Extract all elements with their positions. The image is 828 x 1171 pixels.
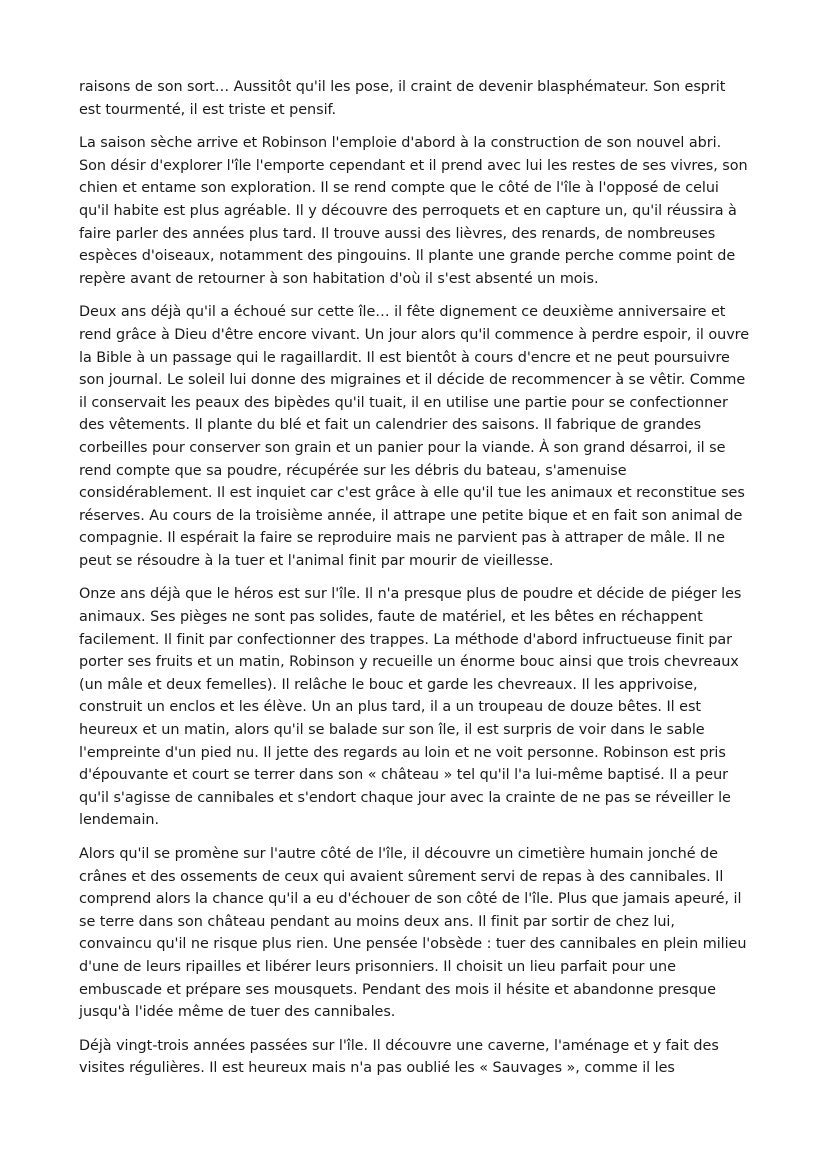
paragraph-5: Alors qu'il se promène sur l'autre côté de l'île, il découvre un cimetière humain jonché de crânes et des ossements de ceux qui avaient sûrement servi de repas à des cannibales. Il comprend alors la chance qu'il a eu d'échouer de son côté de l'île. Plus que jamais apeuré, il se terre dans son château pendant au moins deux ans. Il finit par sortir de chez lui, convaincu qu'il ne risque plus rien. Une pensée l'obsède : tuer des cannibales en plein milieu d'une de leurs ripailles et libérer leurs prisonniers. Il choisit un lieu parfait pour une embuscade et prépare ses mousquets. Pendant des mois il hésite et abandonne presque jusqu'à l'idée même de tuer des cannibales.	[79, 846, 747, 1021]
paragraph-1: raisons de son sort… Aussitôt qu'il les pose, il craint de devenir blasphémateur. Son esprit est tourmenté, il est triste et pensif.	[79, 79, 726, 118]
paragraph-4: Onze ans déjà que le héros est sur l'île. Il n'a presque plus de poudre et décide de piéger les animaux. Ses pièges ne sont pas solides, faute de matériel, et les bêtes en réchappent facilement. Il finit par confectionner des trappes. La méthode d'abord infructueuse finit par porter ses fruits et un matin, Robinson y recueille un énorme bouc ainsi que trois chevreaux (un mâle et deux femelles). Il relâche le bouc et garde les chevreaux. Il les apprivoise, construit un enclos et les élève. Un an plus tard, il a un troupeau de douze bêtes. Il est heureux et un matin, alors qu'il se balade sur son île, il est surpris de voir dans le sable l'empreinte d'un pied nu. Il jette des regards au loin et ne voit personne. Robinson est pris d'épouvante et court se terrer dans son « château » tel qu'il l'a lui-même baptisé. Il a peur qu'il s'agisse de cannibales et s'endort chaque jour avec la crainte de ne pas se réveiller le lendemain.	[79, 586, 742, 829]
paragraph-3: Deux ans déjà qu'il a échoué sur cette île… il fête dignement ce deuxième anniversaire et rend grâce à Dieu d'être encore vivant. Un jour alors qu'il commence à perdre espoir, il ouvre la Bible à un passage qui le ragaillardit. Il est bientôt à cours d'encre et ne peut poursuivre son journal. Le soleil lui donne des migraines et il décide de recommencer à se vêtir. Comme il conservait les peaux des bipèdes qu'il tuait, il en utilise une partie pour se confectionner des vêtements. Il plante du blé et fait un calendrier des saisons. Il fabrique de grandes corbeilles pour conserver son grain et un panier pour la viande. À son grand désarroi, il se rend compte que sa poudre, récupérée sur les débris du bateau, s'amenuise considérablement. Il est inquiet car c'est grâce à elle qu'il tue les animaux et reconstitue ses réserves. Au cours de la troisième année, il attrape une petite bique et en fait son animal de compagnie. Il espérait la faire se reproduire mais ne parvient pas à attraper de mâle. Il ne peut se résoudre à la tuer et l'animal finit par mourir de vieillesse.	[79, 304, 750, 569]
paragraph-6: Déjà vingt-trois années passées sur l'île. Il découvre une caverne, l'aménage et y fait des visites régulières. Il est heureux mais n'a pas oublié les « Sauvages », comme il les	[79, 1037, 719, 1077]
paragraph-2: La saison sèche arrive et Robinson l'emploie d'abord à la construction de son nouvel abri. Son désir d'explorer l'île l'emporte cependant et il prend avec lui les restes de ses vivres, son chien et entame son exploration. Il se rend compte que le côté de l'île à l'opposé de celui qu'il habite est plus agréable. Il y découvre des perroquets et en capture un, qu'il réussira à faire parler des années plus tard. Il trouve aussi des lièvres, des renards, de nombreuses espèces d'oiseaux, notamment des pingouins. Il plante une grande perche comme point de repère avant de retourner à son habitation d'où il s'est absenté un mois.	[79, 135, 748, 287]
